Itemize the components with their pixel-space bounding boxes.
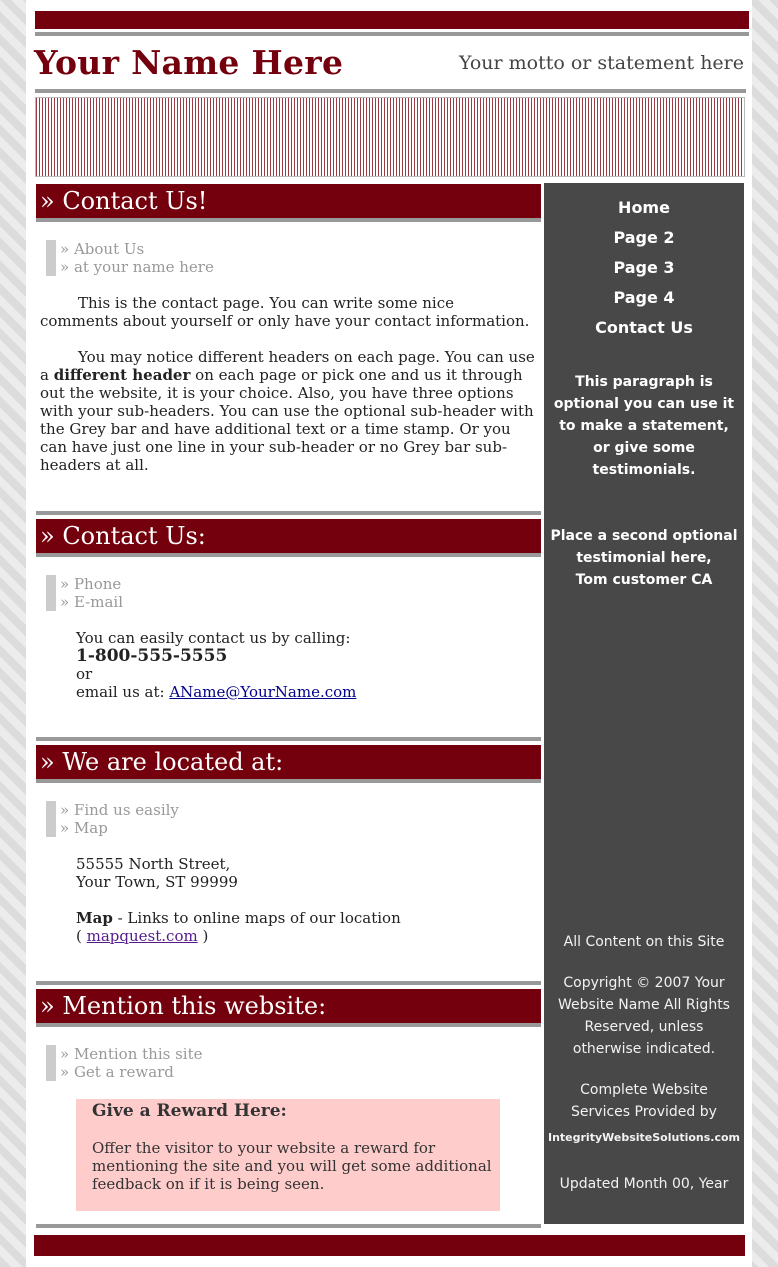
content-note: All Content on this Site	[563, 934, 725, 950]
site-name: Your Name Here	[34, 43, 344, 82]
footer-accent-bar	[34, 1235, 745, 1256]
testimonial-2: Place a second optional testimonial here,	[550, 528, 738, 566]
address-line: 55555 North Street,	[76, 855, 231, 873]
paragraph-text: on each page or pick one and us it through out the website, it is your choice. Also, you have three options with your sub-headers. You can use the optional sub-header with the Grey bar and have additional text or a time stamp. Or you can have just one line in your sub-header or no Grey bar sub-headers at all.	[40, 366, 534, 474]
mapquest-link[interactable]: mapquest.com	[86, 927, 198, 945]
header-banner	[35, 97, 745, 177]
sub-header	[46, 575, 541, 611]
main-content	[36, 184, 541, 1211]
sub-header	[46, 801, 541, 837]
main-bottom-rule	[36, 1224, 541, 1228]
map-description: - Links to online maps of our location	[117, 909, 401, 927]
nav-item-contact-us[interactable]: Contact Us	[595, 318, 693, 337]
paren-open: (	[76, 927, 82, 945]
email-prefix: email us at:	[76, 683, 165, 701]
paren-close: )	[202, 927, 209, 945]
sub-header-line: » Phone	[60, 575, 122, 593]
sub-header-line: » Get a reward	[60, 1063, 174, 1081]
paragraph	[40, 294, 535, 330]
sub-header	[46, 240, 541, 276]
sub-header-line: » E-mail	[60, 593, 124, 611]
nav-item-page-4[interactable]: Page 4	[613, 288, 675, 307]
sidebar-nav	[544, 193, 744, 343]
reward-box	[76, 1099, 500, 1211]
map-label: Map	[76, 909, 113, 927]
sub-header-line: » About Us	[60, 240, 145, 258]
sub-header-line: » Find us easily	[60, 801, 179, 819]
sidebar	[544, 183, 744, 1224]
email-link[interactable]: AName@YourName.com	[169, 683, 357, 701]
phone-number: 1-800-555-5555	[76, 646, 228, 666]
bold-text: different header	[53, 366, 191, 384]
testimonial-1: This paragraph is optional you can use it to make a statement, or give some testimonials.	[553, 374, 735, 478]
site-motto: Your motto or statement here	[458, 52, 744, 74]
sub-header-line: » Map	[60, 819, 108, 837]
nav-item-home[interactable]: Home	[618, 198, 670, 217]
section-header-contact-details: » Contact Us:	[36, 519, 541, 557]
sub-header-line: » Mention this site	[60, 1045, 203, 1063]
contact-block	[76, 629, 541, 701]
section-header-location: » We are located at:	[36, 745, 541, 783]
address-block	[76, 855, 541, 945]
section-rule	[36, 737, 541, 741]
top-accent-bar	[35, 11, 749, 29]
paragraph-text: This is the contact page. You can write some nice comments about yourself or only have your contact information.	[40, 294, 530, 330]
reward-title: Give a Reward Here:	[92, 1101, 287, 1121]
or-text: or	[76, 665, 93, 683]
section-rule	[36, 511, 541, 515]
section-rule	[36, 981, 541, 985]
section-header-contact-us: » Contact Us!	[36, 184, 541, 222]
section-header-mention: » Mention this website:	[36, 989, 541, 1027]
services-text: Complete Website Services Provided by	[571, 1082, 717, 1120]
header-rule	[35, 89, 746, 93]
reward-text: Offer the visitor to your website a reward for mentioning the site and you will get some additional feedback on if it is being seen.	[92, 1139, 492, 1193]
sub-header-line: » at your name here	[60, 258, 214, 276]
updated-text: Updated Month 00, Year	[559, 1176, 729, 1192]
top-rule	[35, 32, 749, 36]
paragraph	[40, 348, 535, 474]
sidebar-footer	[544, 931, 744, 1195]
sub-header	[46, 1045, 541, 1081]
nav-item-page-2[interactable]: Page 2	[613, 228, 675, 247]
provider-link[interactable]: IntegrityWebsiteSolutions.com	[547, 1131, 741, 1144]
address-line: Your Town, ST 99999	[76, 873, 238, 891]
paragraph-text: You may notice different headers on each page. You can use a	[40, 348, 535, 384]
page-container	[26, 0, 752, 1267]
call-text: You can easily contact us by calling:	[76, 629, 351, 647]
copyright-text: Copyright © 2007 Your Website Name All Rights Reserved, unless otherwise indicated.	[558, 975, 730, 1057]
nav-item-page-3[interactable]: Page 3	[613, 258, 675, 277]
testimonial-2-author: Tom customer CA	[575, 572, 713, 588]
